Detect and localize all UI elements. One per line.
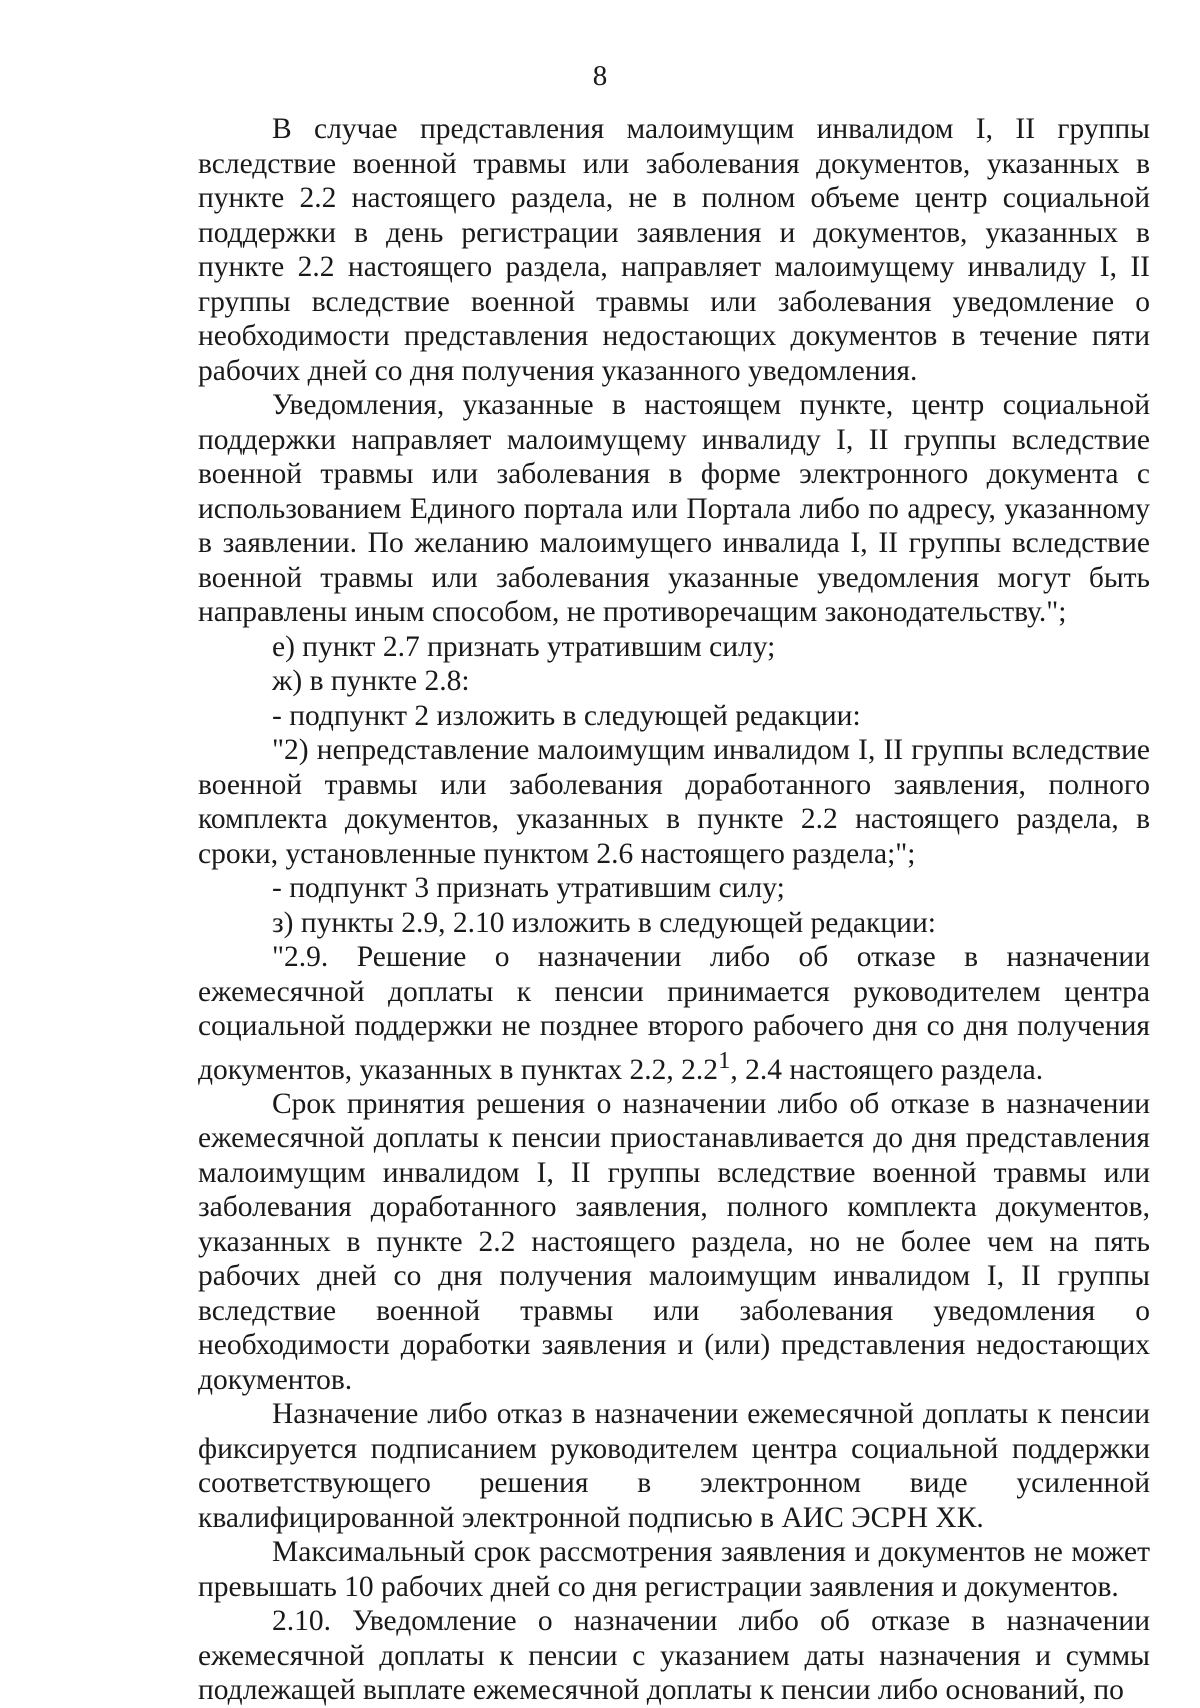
superscript: 1 — [718, 1046, 731, 1074]
paragraph-item-e: е) пункт 2.7 признать утратившим силу; — [272, 630, 776, 663]
document-body — [198, 112, 1150, 1708]
paragraph-subitem-2-intro: - подпункт 2 изложить в следующей редакции: — [272, 699, 861, 732]
paragraph-2-9 — [198, 940, 1150, 1087]
paragraph-max-term: Максимальный срок рассмотрения заявления и документов не может превышать 10 рабочих дней со дня регистрации заявления и документов. — [198, 1536, 1150, 1603]
paragraph-item-zh: ж) в пункте 2.8: — [272, 665, 470, 697]
paragraph-subitem-2-text: "2) непредставление малоимущим инвалидом I, II группы вследствие военной травмы или заболевания доработанного заявления, полного комплекта документов, указанных в пункте 2.2 настоящего раздела, в сроки, установленные пунктом 2.6 настоящего раздела;"; — [198, 734, 1150, 870]
paragraph-2-9-text: "2.9. Решение о назначении либо об отказе в назначении ежемесячной доплаты к пенсии принимается руководителем центра социальной поддержки не позднее второго рабочего дня со дня получения документов, указанных в пунктах 2.2, 2.2 — [198, 941, 1150, 1086]
page-number: 8 — [592, 60, 608, 92]
paragraph-2-9-tail: , 2.4 настоящего раздела. — [730, 1053, 1044, 1086]
paragraph-item-z: з) пункты 2.9, 2.10 изложить в следующей редакции: — [272, 906, 936, 939]
paragraph-notice-incomplete-documents: В случае представления малоимущим инвалидом I, II группы вследствие военной травмы или заболевания документов, указанных в пункте 2.2 настоящего раздела, не в полном объеме центр социальной поддержки в день регистрации заявления и документов, указанных в пункте 2.2 настоящего раздела, направляет малоимущему инвалиду I, II группы вследствие военной травмы или заболевания уведомление о необходимости представления недостающих документов в течение пяти рабочих дней со дня получения указанного уведомления. — [198, 113, 1150, 387]
paragraph-term-suspension: Срок принятия решения о назначении либо об отказе в назначении ежемесячной доплаты к пенсии приостанавливается до дня представления малоимущим инвалидом I, II группы вследствие военной травмы или заболевания доработанного заявления, полного комплекта документов, указанных в пункте 2.2 настоящего раздела, но не более чем на пять рабочих дней со дня получения малоимущим инвалидом I, II группы вследствие военной травмы или заболевания уведомления о необходимости доработки заявления и (или) представления недостающих документов. — [198, 1087, 1150, 1396]
paragraph-notice-delivery: Уведомления, указанные в настоящем пункте, центр социальной поддержки направляет малоимущему инвалиду I, II группы вследствие военной травмы или заболевания в форме электронного документа с использованием Единого портала или Портала либо по адресу, указанному в заявлении. По желанию малоимущего инвалида I, II группы вследствие военной травмы или заболевания указанные уведомления могут быть направлены иным способом, не противоречащим законодательству."; — [198, 389, 1150, 628]
paragraph-2-10: 2.10. Уведомление о назначении либо об отказе в назначении ежемесячной доплаты к пенсии с указанием даты назначения и суммы подлежащей выплате ежемесячной доплаты к пенсии либо оснований, по — [198, 1605, 1150, 1707]
paragraph-subitem-3: - подпункт 3 признать утратившим силу; — [272, 872, 785, 904]
paragraph-decision-signature: Назначение либо отказ в назначении ежемесячной доплаты к пенсии фиксируется подписанием руководителем центра социальной поддержки соответствующего решения в электронном виде усиленной квалифицированной электронной подписью в АИС ЭСРН ХК. — [198, 1398, 1150, 1534]
